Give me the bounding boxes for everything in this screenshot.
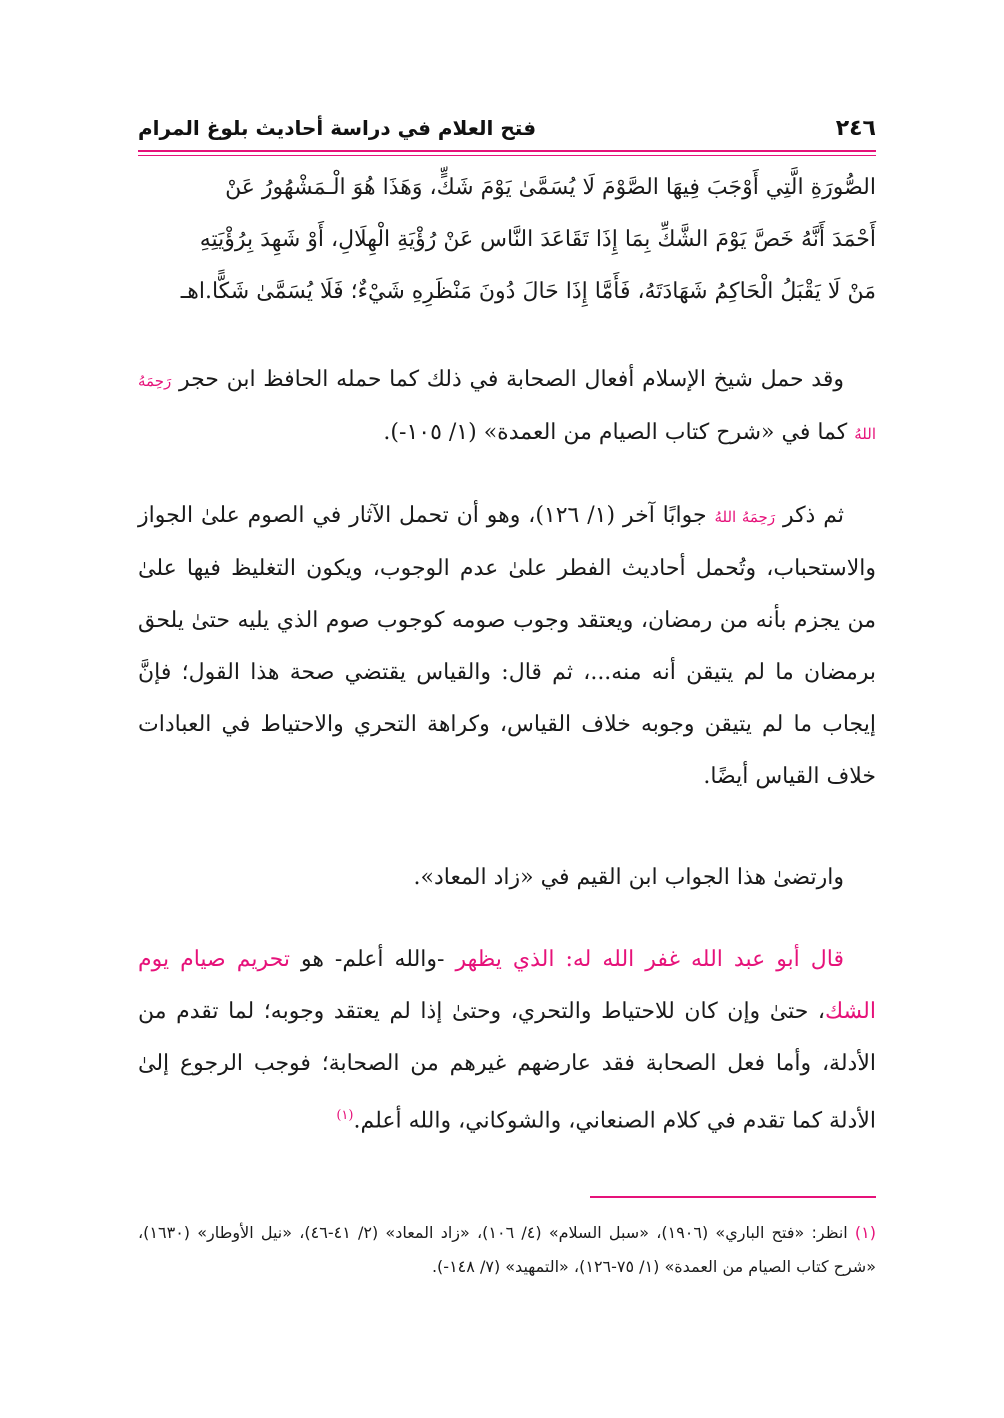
running-header: [138, 112, 876, 146]
paragraph-text: وقد حمل شيخ الإسلام أفعال الصحابة في ذلك كما حمله الحافظ ابن حجر: [178, 367, 844, 392]
paragraph-text: -والله أعلم- هو: [289, 947, 456, 972]
quote-line: مَنْ لَا يَقْبَلُ الْحَاكِمُ شَهَادَتَهُ، فَأَمَّا إِذَا حَالَ دُونَ مَنْظَرِهِ شَيْءٌ؛ فَلَا يُسَمَّىٰ شَكًّا.اهـ: [180, 279, 876, 304]
ruling-emphasis: تحريم صيام يوم الشك: [138, 947, 876, 1024]
quote-line: أَحْمَدَ أَنَّهُ خَصَّ يَوْمَ الشَّكِّ بِمَا إِذَا تَقَاعَدَ النَّاس عَنْ رُؤْيَةِ الْهِلَالِ، أَوْ شَهِدَ بِرُؤْيَتِهِ: [199, 227, 876, 252]
paragraph-text: كما في: [774, 420, 855, 445]
footnote-rule: [590, 1196, 876, 1198]
header-rule-thin: [138, 155, 876, 156]
paragraph-3: [138, 852, 876, 904]
paragraph-text: .: [413, 865, 421, 890]
quoted-passage: [138, 162, 876, 318]
paragraph-2: [138, 490, 876, 803]
citation: (١/ ١٠٥-).: [383, 420, 484, 445]
paragraph-4: [138, 934, 876, 1147]
quote-line: الصُّورَةِ الَّتِي أَوْجَبَ فِيهَا الصَّوْمَ لَا يُسَمَّىٰ يَوْمَ شَكٍّ، وَهَذَا هُوَ الْـمَشْهُورُ عَنْ: [225, 175, 876, 200]
footnote-number: (١): [854, 1223, 877, 1242]
paragraph-text: جوابًا آخر (١/ ١٢٦)، وهو أن تحمل الآثار في الصوم علىٰ الجواز والاستحباب، وتُحمل أحاديث الفطر علىٰ عدم الوجوب، ويكون التغليظ فيها علىٰ من يجزم بأنه من رمضان، ويعتقد وجوب صومه كوجوب صوم الذي يليه حتىٰ يلحق برمضان ما لم يتيقن أنه منه...، ثم قال: والقياس يقتضي صحة هذا القول؛ فإنَّ إيجاب ما لم يتيقن وجوبه خلاف القياس، وكراهة التحري والاحتياط في العبادات خلاف القياس أيضًا.: [138, 503, 876, 789]
paragraph-1: [138, 354, 876, 460]
honorific: رَحِمَهُ اللهُ: [714, 508, 776, 526]
honorific: رَحِمَهُ اللهُ: [138, 372, 876, 443]
paragraph-text: ثم ذكر: [775, 503, 844, 528]
paragraph-text: ، حتىٰ وإن كان للاحتياط والتحري، وحتىٰ إذا لم يعتقد وجوبه؛ لما تقدم من الأدلة، وأما فعل الصحابة فقد عارضهم غيرهم من الصحابة؛ فوجب الرجوع إلىٰ الأدلة كما تقدم في كلام الصنعاني، والشوكاني، والله أعلم.: [138, 999, 876, 1134]
header-rule: [138, 150, 876, 152]
book-reference: «شرح كتاب الصيام من العمدة»: [483, 420, 775, 445]
book-title: فتح العلام في دراسة أحاديث بلوغ المرام: [138, 116, 537, 140]
footnote-text: انظر: «فتح الباري» (١٩٠٦)، «سبل السلام» (٤/ ١٠٦)، «زاد المعاد» (٢/ ٤١-٤٦)، «نيل الأوطار» (١٦٣٠)، «شرح كتاب الصيام من العمدة» (١/ ٧٥-١٢٦)، «التمهيد» (٧/ ١٤٨-).: [138, 1223, 876, 1276]
footnote: [138, 1216, 876, 1284]
page-number: ٢٤٦: [835, 116, 876, 141]
book-reference: «زاد المعاد»: [420, 865, 534, 890]
footnote-reference[interactable]: (١): [336, 1108, 354, 1123]
paragraph-text: وارتضىٰ هذا الجواب ابن القيم في: [533, 865, 844, 890]
author-lead: قال أبو عبد الله غفر الله له: الذي يظهر: [455, 947, 844, 972]
